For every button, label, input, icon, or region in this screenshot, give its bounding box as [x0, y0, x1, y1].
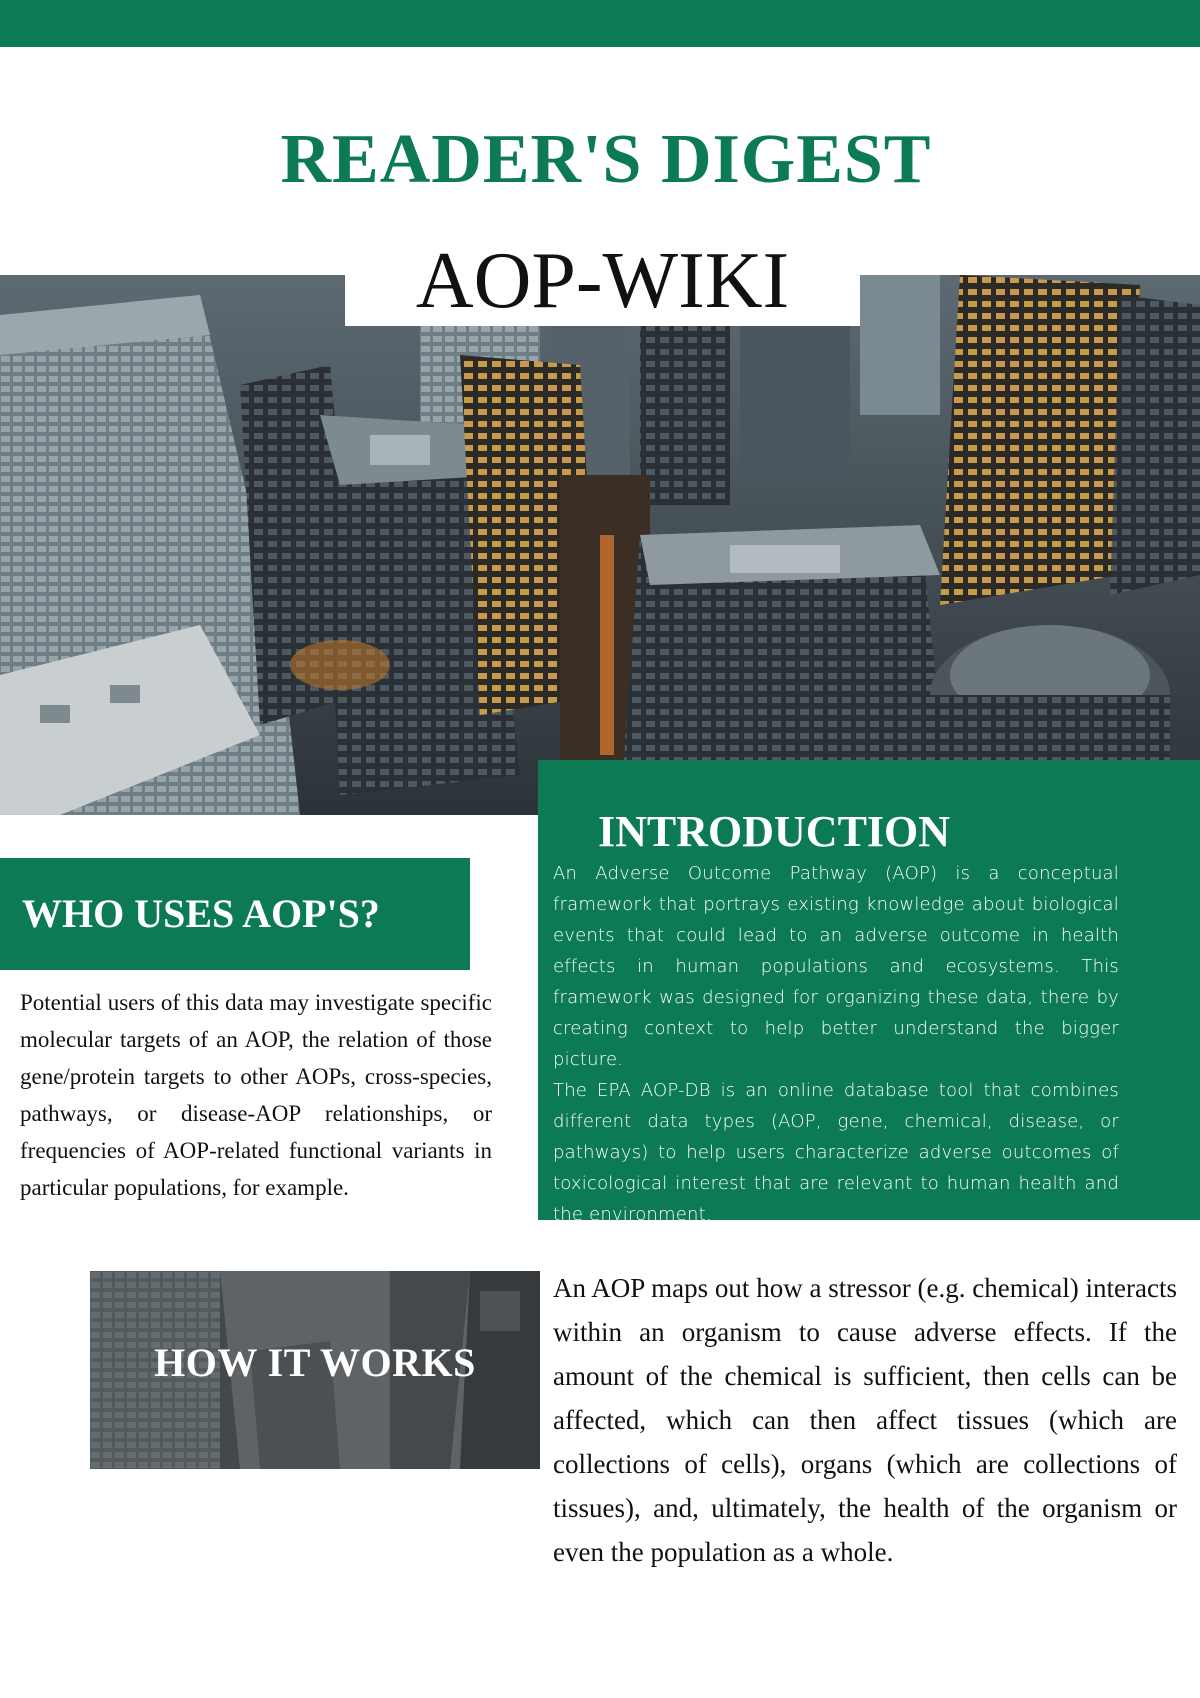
who-uses-heading-box: [0, 858, 470, 970]
who-uses-heading: WHO USES AOP'S?: [22, 891, 380, 936]
who-uses-body: Potential users of this data may investigate specific molecular targets of an AOP, the relation of those gene/protein targets to other AOPs, cross-species, pathways, or disease-AOP relationships, or frequencies of AOP-related functional variants in particular populations, for example.: [20, 990, 492, 1200]
introduction-heading: INTRODUCTION: [598, 807, 951, 856]
page-title-box: [345, 236, 860, 326]
top-accent-bar: [0, 0, 1200, 47]
how-it-works-banner: [90, 1271, 540, 1469]
introduction-panel: [538, 760, 1200, 1225]
introduction-body: An Adverse Outcome Pathway (AOP) is a conceptual framework that portrays existing knowledge about biological events that could lead to an adverse outcome in health effects in human populations and ecosystems. This framework was designed for organizing these data, there by creating context to help better understand the bigger picture. The EPA AOP-DB is an online database tool that combines different data types (AOP, gene, chemical, disease, or pathways) to help users characterize adverse outcomes of toxicological interest that are relevant to human health and the environment.: [553, 863, 1119, 1225]
page-title: AOP-WIKI: [415, 237, 790, 325]
how-it-works-heading: HOW IT WORKS: [154, 1340, 476, 1385]
masthead: READER'S DIGEST: [280, 121, 932, 198]
how-it-works-body: An AOP maps out how a stressor (e.g. chemical) interacts within an organism to cause adverse effects. If the amount of the chemical is sufficient, then cells can be affected, which can then affect tissues (which are collections of cells), organs (which are collections of tissues), and, ultimately, the health of the organism or even the population as a whole.: [553, 1273, 1177, 1567]
hero-city-image: [0, 275, 1200, 815]
city-skyline-illustration: [0, 275, 1200, 815]
